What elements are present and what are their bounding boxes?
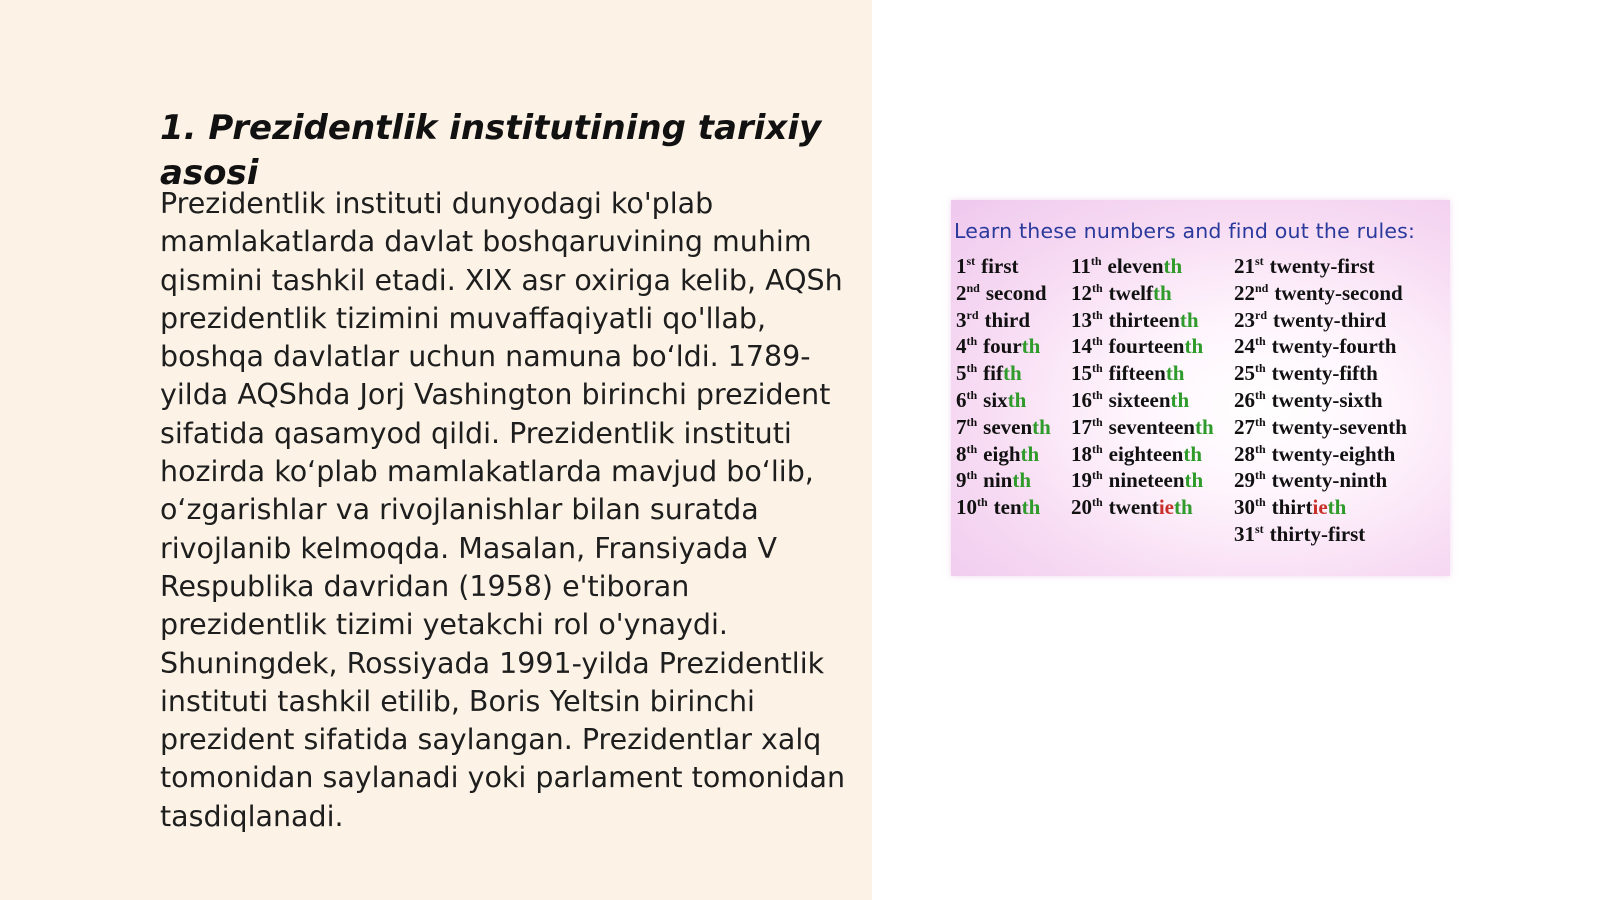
ordinal-word: fifteenth (1108, 361, 1185, 386)
ordinal-number: 28 (1234, 441, 1255, 466)
slide-body-text: Prezidentlik instituti dunyodagi ko'plab mamlakatlarda davlat boshqaruvining muhim qismini tashkil etadi. XIX asr oxiriga kelib, AQSh prezidentlik tizimini muvaffaqiyatli qo'llab, boshqa davlatlar uchun namuna boʻldi. 1789-yilda AQShda Jorj Vashington birinchi prezident sifatida qasamyod qildi. Prezidentlik instituti hozirda koʻplab mamlakatlarda mavjud boʻlib, oʻzgarishlar va rivojlanishlar bilan suratda rivojlanib kelmoqda. Masalan, Fransiyada V Respublika davridan (1958) e'tiboran prezidentlik tizimi yetakchi rol o'ynaydi. Shuningdek, Rossiyada 1991-yilda Prezidentlik instituti tashkil etilib, Boris Yeltsin birinchi prezident sifatida saylangan. Prezidentlar xalq tomonidan saylanadi yoki parlament tomonidan tasdiqlanadi. (160, 187, 846, 833)
ordinal-suffix-abbrev: th (1092, 441, 1103, 456)
ordinal-suffix-abbrev: th (1255, 441, 1266, 456)
ordinal-word: fourth (983, 334, 1041, 359)
ordinal-word: fourteenth (1108, 334, 1204, 359)
ordinal-23 (1234, 308, 1386, 332)
ordinal-17 (1071, 415, 1214, 439)
ordinal-number: 13 (1071, 307, 1092, 332)
ordinal-suffix-abbrev: th (966, 468, 978, 483)
ordinal-7 (956, 415, 1051, 439)
ordinal-number: 2 (956, 280, 967, 305)
ordinal-suffix-abbrev: nd (966, 280, 980, 295)
ordinal-8 (956, 442, 1039, 466)
ordinal-number: 15 (1071, 361, 1092, 386)
ordinal-suffix-abbrev: st (1255, 254, 1264, 268)
ordinal-suffix-abbrev: st (966, 254, 976, 268)
ordinal-28 (1234, 442, 1395, 466)
ordinal-27 (1234, 415, 1407, 439)
ordinal-4 (956, 334, 1040, 358)
ordinal-1 (956, 254, 1019, 278)
ordinal-word: first (981, 254, 1019, 278)
ordinal-word: twenty-sixth (1271, 388, 1383, 412)
ordinal-suffix-abbrev: rd (1255, 307, 1267, 322)
ordinal-suffix-abbrev: th (1092, 334, 1103, 349)
ordinal-suffix-abbrev: th (966, 361, 978, 376)
ordinal-18 (1071, 442, 1202, 466)
ordinal-number: 21 (1234, 254, 1255, 278)
ordinal-number: 1 (956, 254, 967, 278)
ordinal-5 (956, 361, 1022, 385)
ordinal-number: 17 (1071, 414, 1092, 439)
ordinal-number: 6 (956, 388, 967, 412)
ordinal-number: 12 (1071, 280, 1092, 305)
ordinal-word: third (984, 307, 1031, 332)
ordinal-number: 5 (956, 361, 967, 386)
ordinal-number: 11 (1071, 254, 1091, 278)
ordinal-suffix-abbrev: nd (1255, 280, 1269, 295)
ordinal-suffix-abbrev: th (1092, 361, 1103, 376)
ordinal-suffix-abbrev: th (1092, 468, 1103, 483)
ordinal-word: eighteenth (1108, 441, 1203, 466)
ordinal-number: 7 (956, 414, 967, 439)
ordinal-22 (1234, 281, 1403, 305)
ordinal-suffix-abbrev: th (1255, 334, 1266, 349)
ordinal-suffix-abbrev: th (1255, 414, 1266, 429)
ordinal-word: twentieth (1108, 495, 1193, 520)
ordinal-word: twenty-fifth (1271, 361, 1378, 386)
numbers-card-heading: Learn these numbers and find out the rules: (954, 219, 1416, 243)
ordinal-suffix-abbrev: th (1092, 414, 1103, 429)
ordinal-word: twenty-eighth (1271, 441, 1396, 466)
ordinal-number: 9 (956, 468, 967, 493)
ordinal-number: 20 (1071, 495, 1092, 520)
ordinal-number: 8 (956, 441, 967, 466)
ordinal-number: 4 (956, 334, 967, 359)
ordinal-word: eleventh (1107, 254, 1183, 278)
ordinal-number: 16 (1071, 388, 1092, 412)
ordinal-number: 25 (1234, 361, 1255, 386)
ordinal-word: sixteenth (1108, 388, 1190, 412)
ordinal-suffix-abbrev: th (1255, 468, 1266, 483)
ordinal-number: 14 (1071, 334, 1092, 359)
ordinal-word: tenth (993, 495, 1041, 520)
ordinal-suffix-abbrev: th (966, 441, 978, 456)
ordinal-word: seventh (983, 414, 1051, 439)
ordinal-11 (1071, 254, 1182, 278)
ordinal-word: nineteenth (1108, 468, 1204, 493)
ordinal-number: 31 (1234, 522, 1255, 546)
ordinal-word: twenty-fourth (1271, 334, 1397, 359)
ordinal-word: twelfth (1108, 280, 1172, 305)
ordinal-word: fifth (983, 361, 1022, 386)
ordinal-word: thirty-first (1269, 522, 1366, 546)
ordinal-number: 3 (956, 307, 967, 332)
ordinal-number: 24 (1234, 334, 1255, 359)
ordinal-word: twenty-seventh (1271, 414, 1407, 439)
ordinal-suffix-abbrev: th (977, 495, 988, 510)
ordinal-suffix-abbrev: th (966, 334, 978, 349)
ordinal-24 (1234, 334, 1396, 358)
ordinal-number: 18 (1071, 441, 1092, 466)
ordinal-25 (1234, 361, 1378, 385)
ordinal-suffix-abbrev: th (1092, 388, 1103, 402)
ordinal-number: 19 (1071, 468, 1092, 493)
ordinal-word: twenty-first (1269, 254, 1375, 278)
ordinal-15 (1071, 361, 1185, 385)
ordinal-word: sixth (983, 388, 1027, 412)
slide-title: 1. Prezidentlik institutining tarixiy asosi (160, 108, 822, 193)
ordinal-word: twenty-second (1274, 280, 1403, 305)
ordinal-number: 29 (1234, 468, 1255, 493)
ordinal-suffix-abbrev: th (1092, 495, 1103, 510)
ordinal-word: twenty-ninth (1271, 468, 1388, 493)
ordinal-number: 26 (1234, 388, 1255, 412)
ordinal-13 (1071, 308, 1199, 332)
ordinal-12 (1071, 281, 1172, 305)
ordinal-word: eighth (983, 441, 1040, 466)
ordinal-10 (956, 495, 1040, 519)
ordinal-number: 10 (956, 495, 977, 520)
ordinal-20 (1071, 495, 1193, 519)
ordinal-number: 23 (1234, 307, 1255, 332)
ordinal-word: seventeenth (1108, 414, 1214, 439)
ordinal-suffix-abbrev: th (966, 414, 978, 429)
ordinal-31 (1234, 522, 1365, 546)
ordinal-number: 30 (1234, 495, 1255, 520)
ordinal-14 (1071, 334, 1203, 358)
ordinal-word: thirteenth (1108, 307, 1199, 332)
ordinal-suffix-abbrev: th (1092, 307, 1103, 322)
ordinal-9 (956, 468, 1031, 492)
ordinal-number: 27 (1234, 414, 1255, 439)
ordinal-word: second (985, 280, 1047, 305)
ordinal-16 (1071, 388, 1189, 412)
ordinal-30 (1234, 495, 1346, 519)
ordinal-26 (1234, 388, 1383, 412)
ordinal-suffix-abbrev: th (1255, 495, 1266, 510)
ordinal-word: thirtieth (1271, 495, 1347, 520)
ordinal-suffix-abbrev: th (1090, 254, 1102, 268)
ordinal-2 (956, 281, 1047, 305)
ordinal-number: 22 (1234, 280, 1255, 305)
ordinal-29 (1234, 468, 1387, 492)
ordinal-suffix-abbrev: th (1092, 280, 1103, 295)
ordinal-word: twenty-third (1273, 307, 1387, 332)
ordinal-19 (1071, 468, 1203, 492)
ordinal-suffix-abbrev: th (1255, 388, 1266, 402)
ordinal-suffix-abbrev: st (1255, 522, 1264, 536)
ordinal-3 (956, 308, 1030, 332)
ordinal-suffix-abbrev: rd (966, 307, 979, 322)
ordinal-suffix-abbrev: th (966, 388, 978, 402)
ordinal-6 (956, 388, 1026, 412)
ordinal-word: ninth (983, 468, 1032, 493)
ordinal-21 (1234, 254, 1375, 278)
ordinal-suffix-abbrev: th (1255, 361, 1266, 376)
